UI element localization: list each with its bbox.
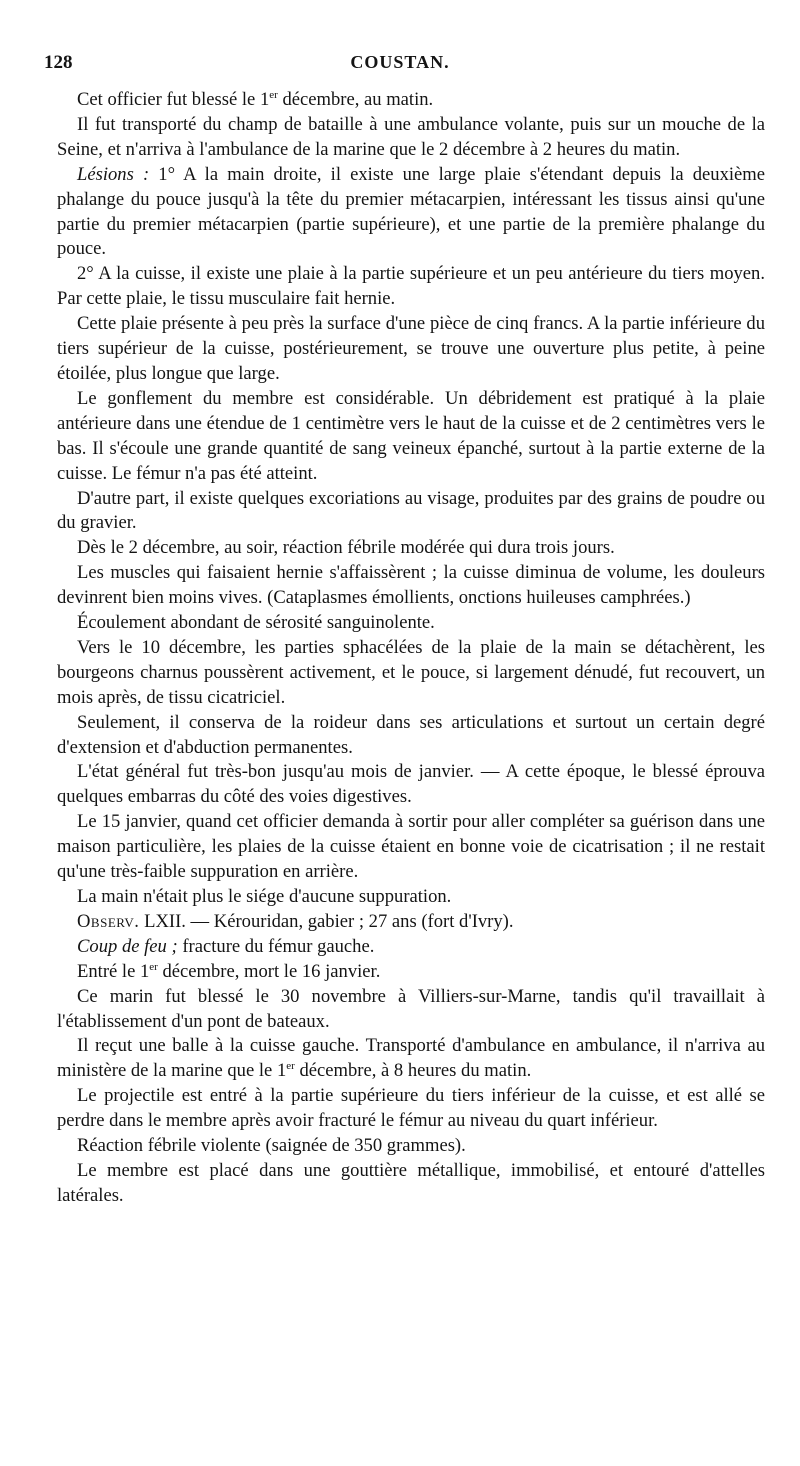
paragraph: Le gonflement du membre est considérable. Un débridement est pratiqué à la plaie antérieure dans une étendue de 1 centimètre vers le haut de la cuisse et de 2 centimètres vers le bas. Il s'écoule une grande quantité de sang veineux épanché, surtout à la partie externe de la cuisse. Le fémur n'a pas été atteint. — [57, 387, 765, 484]
paragraph: Cet officier fut blessé le 1er décembre, au matin. — [77, 88, 434, 110]
paragraph: Ce marin fut blessé le 30 novembre à Villiers-sur-Marne, tandis qu'il travaillait à l'établissement d'un pont de bateaux. — [57, 985, 765, 1032]
paragraph: Dès le 2 décembre, au soir, réaction fébrile modérée qui dura trois jours. — [77, 537, 615, 559]
diagnosis-line: Coup de feu ; fracture du fémur gauche. — [77, 935, 375, 957]
paragraph: Il fut transporté du champ de bataille à une ambulance volante, puis sur un mouche de la Seine, et n'arriva à l'ambulance de la marine que le 2 décembre à 2 heures du matin. — [57, 113, 765, 160]
paragraph: Le projectile est entré à la partie supérieure du tiers inférieur de la cuisse, et est allé se perdre dans le membre après avoir fracturé le fémur au niveau du quart inférieur. — [57, 1085, 765, 1132]
paragraph: Le 15 janvier, quand cet officier demanda à sortir pour aller compléter sa guérison dans une maison particulière, les plaies de la cuisse étaient en bonne voie de cicatrisation ; il ne restait qu'une très-faible suppuration en arrière. — [57, 811, 765, 883]
paragraph: Seulement, il conserva de la roideur dans ses articulations et surtout un certain degré d'extension et d'abduction permanentes. — [57, 711, 765, 758]
paragraph: Il reçut une balle à la cuisse gauche. Transporté d'ambulance en ambulance, il n'arriva au ministère de la marine que le 1er décembre, à 8 heures du matin. — [57, 1035, 765, 1082]
paragraph: La main n'était plus le siége d'aucune suppuration. — [77, 886, 452, 907]
paragraph: Le membre est placé dans une gouttière métallique, immobilisé, et entouré d'attelles latérales. — [57, 1159, 765, 1206]
page-number: 128 — [44, 52, 73, 73]
page-header — [44, 52, 756, 78]
paragraph: L'état général fut très-bon jusqu'au mois de janvier. — A cette époque, le blessé éprouva quelques embarras du côté des voies digestives. — [57, 761, 765, 808]
paragraph: Les muscles qui faisaient hernie s'affaissèrent ; la cuisse diminua de volume, les douleurs devinrent bien moins vives. (Cataplasmes émollients, onctions huileuses camphrées.) — [57, 562, 765, 609]
observation-heading: Observ. LXII. — Kérouridan, gabier ; 27 ans (fort d'Ivry). — [77, 910, 514, 932]
paragraph: Cette plaie présente à peu près la surface d'une pièce de cinq francs. A la partie inférieure du tiers supérieur de la cuisse, postérieurement, se trouve une ouverture plus petite, à peine étoilée, plus longue que large. — [57, 313, 765, 384]
paragraph: Lésions : 1° A la main droite, il existe une large plaie s'étendant depuis la deuxième phalange du pouce jusqu'à la tête du premier métacarpien, intéressant les tissus ainsi qu'une partie du premier métacarpien (partie supérieure), et une partie de la première phalange du pouce. — [57, 163, 765, 260]
admission-line: Entré le 1er décembre, mort le 16 janvier. — [77, 960, 381, 982]
paragraph: Réaction fébrile violente (saignée de 350 grammes). — [77, 1135, 466, 1157]
paragraph: Écoulement abondant de sérosité sanguinolente. — [77, 612, 435, 634]
paragraph: D'autre part, il existe quelques excoriations au visage, produites par des grains de poudre ou du gravier. — [57, 487, 765, 534]
running-title: COUSTAN. — [350, 52, 450, 72]
paragraph: 2° A la cuisse, il existe une plaie à la partie supérieure et un peu antérieure du tiers moyen. Par cette plaie, le tissu musculaire fait hernie. — [57, 263, 765, 310]
body-text — [57, 88, 765, 1209]
paragraph: Vers le 10 décembre, les parties sphacélées de la plaie de la main se détachèrent, les bourgeons charnus poussèrent activement, et le pouce, si largement dénudé, fut recouvert, un mois après, de tissu cicatriciel. — [57, 636, 765, 708]
